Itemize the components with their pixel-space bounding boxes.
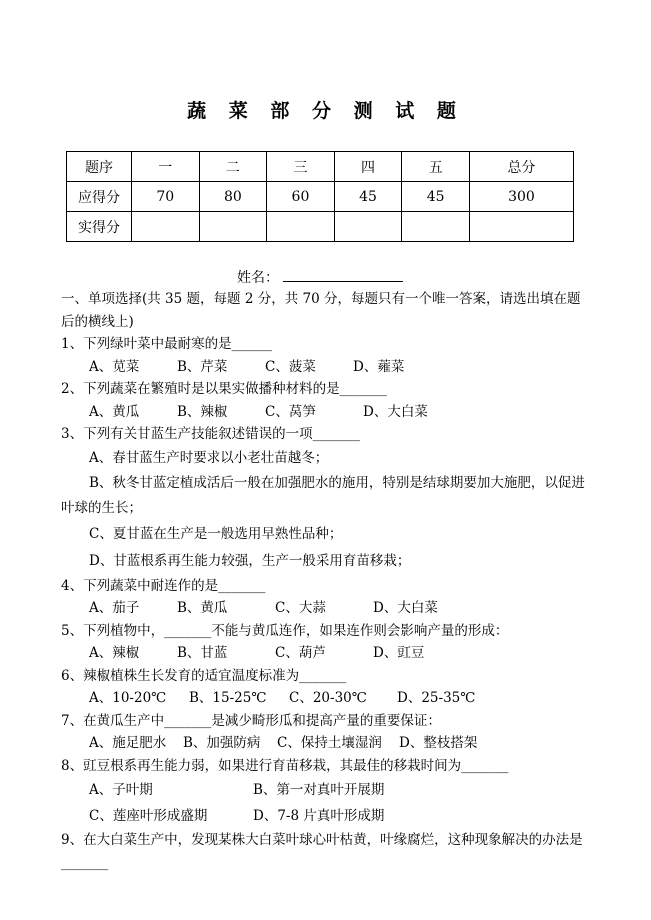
option[interactable]: A、春甘蓝生产时要求以小老壮苗越冬；: [89, 449, 329, 466]
option[interactable]: A、子叶期: [89, 782, 153, 798]
option[interactable]: D、整枝搭架: [399, 735, 478, 751]
option-row: [61, 732, 585, 755]
table-cell: 应得分: [67, 182, 132, 212]
option-row: [61, 687, 585, 710]
question-text: 6、辣椒植株生长发育的适宜温度标准为_______: [61, 667, 347, 684]
questions-body: [61, 288, 585, 874]
table-cell: 300: [469, 182, 573, 212]
option[interactable]: C、莲座叶形成盛期: [89, 808, 208, 824]
option[interactable]: D、蕹菜: [353, 358, 405, 375]
name-label: 姓名：: [237, 270, 279, 286]
option[interactable]: B、辣椒: [177, 403, 228, 420]
page-title: 蔬 菜 部 分 测 试 题: [187, 100, 464, 122]
question-text: 2、下列蔬菜在繁殖时是以果实做播种材料的是_______: [61, 381, 387, 397]
option[interactable]: C、菠菜: [265, 358, 316, 375]
question-text: 4、下列蔬菜中耐连作的是_______: [61, 577, 266, 594]
table-cell: 二: [199, 152, 267, 182]
question-text: 7、在黄瓜生产中_______是减少畸形瓜和提高产量的重要保证：: [61, 712, 441, 729]
option-row: [61, 597, 585, 620]
option[interactable]: C、葫芦: [275, 645, 326, 661]
option[interactable]: B、15-25℃: [189, 690, 267, 706]
option[interactable]: D、大白菜: [363, 403, 428, 420]
option[interactable]: A、辣椒: [89, 645, 140, 661]
question-text: 3、下列有关甘蓝生产技能叙述错误的一项_______: [61, 426, 360, 442]
table-cell: 45: [334, 182, 402, 212]
option[interactable]: C、大蒜: [275, 600, 326, 616]
table-cell: 实得分: [67, 212, 132, 242]
score-input-cell[interactable]: [267, 212, 335, 242]
score-input-cell[interactable]: [402, 212, 470, 242]
table-cell: 四: [334, 152, 402, 182]
option[interactable]: B、秋冬甘蓝定植成活后一般在加强肥水的施用，特别是结球期要加大施肥，以促进叶球的生长；: [61, 474, 585, 516]
option[interactable]: D、7-8 片真叶形成期: [253, 808, 385, 824]
question-text: 5、下列植物中，_______不能与黄瓜连作，如果连作则会影响产量的形成：: [61, 622, 509, 639]
option-row: [61, 401, 585, 424]
option[interactable]: A、施足肥水: [89, 735, 167, 751]
score-input-cell[interactable]: [199, 212, 267, 242]
option[interactable]: A、10-20℃: [89, 690, 167, 706]
question-text: 9、在大白菜生产中，发现某株大白菜叶球心叶枯黄，叶缘腐烂，这种现象解决的办法是: [61, 832, 583, 848]
question-text: 1、下列绿叶菜中最耐寒的是______: [61, 336, 273, 352]
table-cell: 五: [402, 152, 470, 182]
score-input-cell[interactable]: [469, 212, 573, 242]
score-table: [66, 151, 574, 242]
option-row: [61, 642, 585, 665]
option-row: [61, 777, 585, 803]
name-blank[interactable]: [283, 267, 403, 282]
option[interactable]: D、甘蓝根系再生能力较强，生产一般采用育苗移栽；: [89, 552, 411, 569]
option[interactable]: D、25-35℃: [397, 690, 476, 706]
option-row: [61, 803, 585, 829]
table-cell: 总分: [469, 152, 573, 182]
option[interactable]: C、莴笋: [265, 403, 316, 420]
table-cell: 70: [132, 182, 200, 212]
option[interactable]: D、豇豆: [373, 645, 425, 661]
score-input-cell[interactable]: [334, 212, 402, 242]
option[interactable]: A、苋菜: [89, 358, 140, 375]
question-text: 8、豇豆根系再生能力弱，如果进行育苗移栽，其最佳的移栽时间为_______: [61, 757, 509, 774]
option[interactable]: B、芹菜: [177, 358, 228, 375]
option-row: [61, 356, 585, 379]
table-cell: 80: [199, 182, 267, 212]
table-row: [67, 212, 574, 242]
table-cell: 三: [267, 152, 335, 182]
option[interactable]: B、甘蓝: [177, 645, 228, 661]
section-heading: 一、单项选择(共 35 题，每题 2 分，共 70 分，每题只有一个唯一答案，请选出填在题后的横线上): [61, 291, 581, 330]
score-input-cell[interactable]: [132, 212, 200, 242]
option[interactable]: B、加强防病: [183, 735, 261, 751]
option[interactable]: D、大白菜: [373, 600, 438, 616]
table-cell: 题序: [67, 152, 132, 182]
table-cell: 45: [402, 182, 470, 212]
option[interactable]: B、黄瓜: [177, 600, 228, 616]
option[interactable]: A、黄瓜: [89, 403, 140, 420]
name-field: [237, 267, 403, 287]
table-cell: 60: [267, 182, 335, 212]
table-cell: 一: [132, 152, 200, 182]
table-row: [67, 182, 574, 212]
option[interactable]: A、茄子: [89, 600, 140, 616]
table-row: [67, 152, 574, 182]
option[interactable]: B、第一对真叶开展期: [253, 782, 385, 798]
option[interactable]: C、夏甘蓝在生产是一般选用早熟性品种；: [89, 525, 343, 542]
answer-blank[interactable]: _______: [61, 854, 109, 871]
option[interactable]: C、保持土壤湿润: [277, 735, 382, 751]
option[interactable]: C、20-30℃: [289, 690, 367, 706]
